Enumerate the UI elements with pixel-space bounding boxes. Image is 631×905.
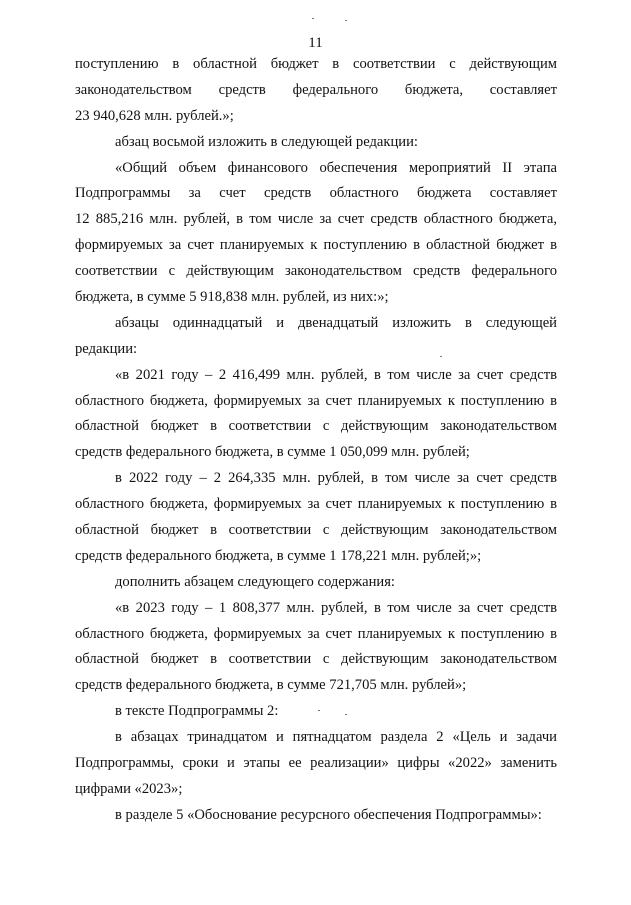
text-line: 12 885,216 млн. рублей, в том числе за счет средств областного бюджета, bbox=[75, 211, 557, 228]
paragraph bbox=[75, 311, 557, 363]
text-line: законодательством средств федерального бюджета, составляет bbox=[75, 81, 557, 98]
paragraph bbox=[75, 725, 557, 803]
page-number: 11 bbox=[308, 35, 323, 51]
text-line: в разделе 5 «Обоснование ресурсного обеспечения Подпрограммы»: bbox=[115, 806, 542, 823]
paragraph bbox=[75, 52, 557, 130]
text-line: абзацы одиннадцатый и двенадцатый изложить в следующей bbox=[115, 314, 557, 331]
text-line: соответствии с действующим законодательством средств федерального bbox=[75, 263, 557, 280]
text-line: 23 940,628 млн. рублей.»; bbox=[75, 107, 234, 124]
scan-speck bbox=[345, 714, 347, 715]
text-line: средств федерального бюджета, в сумме 1 050,099 млн. рублей; bbox=[75, 444, 470, 461]
scan-speck bbox=[318, 710, 320, 711]
text-line: в 2022 году – 2 264,335 млн. рублей, в том числе за счет средств bbox=[115, 470, 557, 487]
text-line: цифрами «2023»; bbox=[75, 780, 183, 797]
paragraph bbox=[75, 699, 557, 725]
text-line: «Общий объем финансового обеспечения мероприятий II этапа bbox=[115, 159, 557, 176]
paragraph bbox=[75, 596, 557, 700]
text-line: в абзацах тринадцатом и пятнадцатом раздела 2 «Цель и задачи bbox=[115, 729, 557, 746]
text-line: областного бюджета, формируемых за счет планируемых к поступлению в bbox=[75, 392, 557, 409]
text-line: областного бюджета, формируемых за счет планируемых к поступлению в bbox=[75, 496, 557, 513]
text-line: областной бюджет в соответствии с действующим законодательством bbox=[75, 522, 557, 539]
text-line: «в 2023 году – 1 808,377 млн. рублей, в том числе за счет средств bbox=[115, 599, 557, 616]
text-line: в тексте Подпрограммы 2: bbox=[115, 703, 279, 720]
text-line: средств федерального бюджета, в сумме 721,705 млн. рублей»; bbox=[75, 677, 467, 694]
scan-speck bbox=[312, 18, 314, 19]
text-line: абзац восьмой изложить в следующей редакции: bbox=[115, 133, 418, 150]
document-body bbox=[75, 52, 557, 829]
text-line: областной бюджет в соответствии с действующим законодательством bbox=[75, 651, 557, 668]
paragraph bbox=[75, 570, 557, 596]
text-line: редакции: bbox=[75, 340, 138, 357]
scan-speck bbox=[345, 20, 347, 21]
text-line: дополнить абзацем следующего содержания: bbox=[115, 573, 395, 590]
text-line: бюджета, в сумме 5 918,838 млн. рублей, из них:»; bbox=[75, 289, 389, 306]
text-line: средств федерального бюджета, в сумме 1 178,221 млн. рублей;»; bbox=[75, 547, 482, 564]
paragraph bbox=[75, 803, 557, 829]
paragraph bbox=[75, 130, 557, 156]
text-line: поступлению в областной бюджет в соответствии с действующим bbox=[75, 56, 557, 72]
text-line: областного бюджета, формируемых за счет планируемых к поступлению в bbox=[75, 625, 557, 642]
paragraph bbox=[75, 466, 557, 570]
text-line: формируемых за счет планируемых к поступлению в областной бюджет в bbox=[75, 237, 557, 254]
text-line: Подпрограммы за счет средств областного бюджета составляет bbox=[75, 185, 557, 202]
text-line: «в 2021 году – 2 416,499 млн. рублей, в том числе за счет средств bbox=[115, 366, 557, 383]
text-line: Подпрограммы, сроки и этапы ее реализации» цифры «2022» заменить bbox=[75, 755, 557, 772]
text-line: областной бюджет в соответствии с действующим законодательством bbox=[75, 418, 557, 435]
paragraph bbox=[75, 156, 557, 311]
paragraph bbox=[75, 363, 557, 467]
scan-speck bbox=[440, 356, 442, 357]
